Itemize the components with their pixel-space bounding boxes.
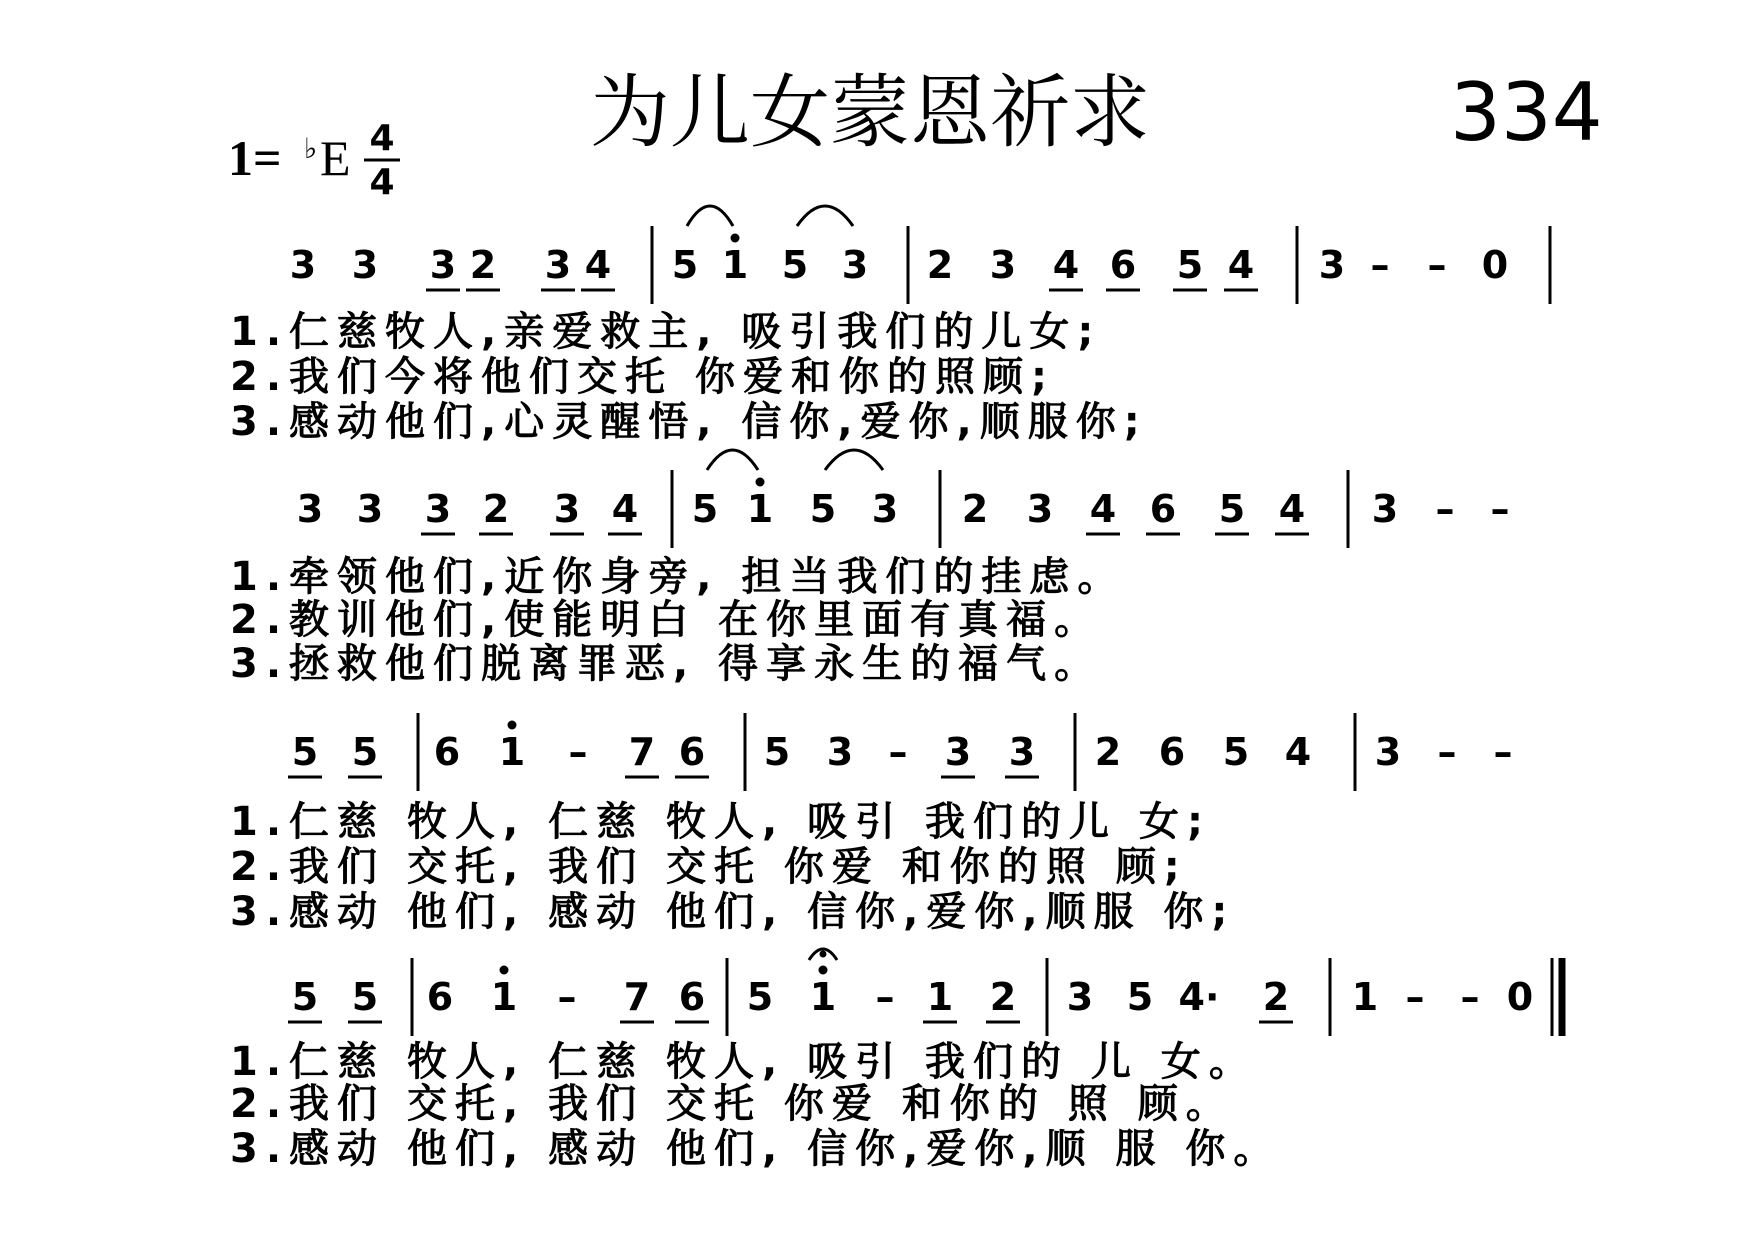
- note: 5: [763, 730, 791, 774]
- note: 4: [584, 243, 612, 287]
- dash-extension: –: [1460, 975, 1480, 1019]
- dash-extension: –: [1370, 243, 1390, 287]
- fermata-dot: [820, 951, 827, 958]
- note: 6: [1149, 487, 1177, 531]
- flat-sign: ♭: [304, 134, 318, 165]
- dash-extension: –: [1437, 730, 1457, 774]
- note: 6: [1109, 243, 1137, 287]
- note: 4: [1227, 243, 1255, 287]
- note: 3: [989, 243, 1017, 287]
- note: 3: [1318, 243, 1346, 287]
- dash-extension: –: [1405, 975, 1425, 1019]
- key-note: E: [320, 130, 351, 186]
- slur: [707, 450, 758, 470]
- note: 5: [1222, 730, 1250, 774]
- note: 3: [424, 487, 452, 531]
- note: 5: [746, 975, 774, 1019]
- key-signature: [228, 130, 351, 186]
- dash-extension: –: [888, 730, 908, 774]
- note: 1: [809, 975, 837, 1019]
- note: 1: [926, 975, 954, 1019]
- note: 4: [1284, 730, 1312, 774]
- note: 3: [544, 243, 572, 287]
- note: 2: [1262, 975, 1290, 1019]
- note: 1: [490, 975, 518, 1019]
- note: 3: [944, 730, 972, 774]
- note: 3: [1371, 487, 1399, 531]
- note: 3: [826, 730, 854, 774]
- dash-extension: –: [557, 975, 577, 1019]
- dash-extension: –: [875, 975, 895, 1019]
- dash-extension: –: [1490, 487, 1510, 531]
- note: 0: [1481, 243, 1509, 287]
- systems: [230, 206, 1562, 1172]
- lyric-line-verse-1: 1.牵领他们,近你身旁, 担当我们的挂虑。: [230, 554, 1126, 600]
- note: 3: [1008, 730, 1036, 774]
- system-2: [230, 450, 1510, 687]
- note: 5: [291, 975, 319, 1019]
- lyric-line-verse-3: 3.感动 他们, 感动 他们, 信你,爱你,顺服 你;: [230, 889, 1236, 935]
- dash-extension: –: [1493, 730, 1513, 774]
- note: 2: [469, 243, 497, 287]
- note: 1: [1351, 975, 1379, 1019]
- lyric-line-verse-2: 2.我们 交托, 我们 交托 你爱 和你的照 顾;: [230, 844, 1188, 890]
- hymn-number: 334: [1450, 66, 1603, 159]
- note: 7: [628, 730, 656, 774]
- key-prefix: 1=: [228, 130, 282, 186]
- note: 5: [781, 243, 809, 287]
- note: 3: [1374, 730, 1402, 774]
- time-signature: [364, 118, 400, 203]
- note: 3: [871, 487, 899, 531]
- note: 4: [1278, 487, 1306, 531]
- lyric-line-verse-1: 1.仁慈 牧人, 仁慈 牧人, 吸引 我们的儿 女;: [230, 799, 1211, 845]
- note: 3: [1066, 975, 1094, 1019]
- octave-dot: [731, 234, 740, 243]
- note: 2: [1094, 730, 1122, 774]
- lyric-line-verse-3: 3.感动他们,心灵醒悟, 信你,爱你,顺服你;: [230, 399, 1148, 445]
- note: 5: [351, 730, 379, 774]
- note: 2: [482, 487, 510, 531]
- note: 5: [1218, 487, 1246, 531]
- octave-dot: [500, 966, 509, 975]
- note: 1: [746, 487, 774, 531]
- note: 6: [678, 730, 706, 774]
- note: 3: [351, 243, 379, 287]
- lyric-line-verse-2: 2.我们今将他们交托 你爱和你的照顾;: [230, 354, 1055, 400]
- note: 3: [429, 243, 457, 287]
- note: 6: [433, 730, 461, 774]
- lyric-line-verse-1: 1.仁慈牧人,亲爱救主, 吸引我们的儿女;: [230, 309, 1102, 355]
- note: 4: [1052, 243, 1080, 287]
- note: 5: [671, 243, 699, 287]
- note: 6: [426, 975, 454, 1019]
- note: 4: [1089, 487, 1117, 531]
- note: 3: [356, 487, 384, 531]
- note: 5: [351, 975, 379, 1019]
- note: 3: [289, 243, 317, 287]
- octave-dot: [508, 721, 517, 730]
- note: 3: [841, 243, 869, 287]
- lyric-line-verse-1: 1.仁慈 牧人, 仁慈 牧人, 吸引 我们的 儿 女。: [230, 1039, 1257, 1085]
- note: 1: [498, 730, 526, 774]
- dash-extension: –: [1427, 243, 1447, 287]
- lyric-line-verse-2: 2.我们 交托, 我们 交托 你爱 和你的 照 顾。: [230, 1081, 1234, 1127]
- octave-dot: [819, 966, 828, 975]
- system-4: [230, 949, 1562, 1172]
- note: 4·: [1178, 975, 1220, 1019]
- note: 5: [1176, 243, 1204, 287]
- system-1: [230, 206, 1550, 445]
- lyric-line-verse-3: 3.感动 他们, 感动 他们, 信你,爱你,顺 服 你。: [230, 1126, 1282, 1172]
- note: 5: [1126, 975, 1154, 1019]
- dash-extension: –: [568, 730, 588, 774]
- note: 5: [291, 730, 319, 774]
- octave-dot: [756, 478, 765, 487]
- note: 3: [1026, 487, 1054, 531]
- note: 5: [809, 487, 837, 531]
- slur: [797, 206, 853, 226]
- dash-extension: –: [1435, 487, 1455, 531]
- note: 2: [961, 487, 989, 531]
- note: 6: [1158, 730, 1186, 774]
- slur: [687, 206, 733, 226]
- note: 5: [691, 487, 719, 531]
- lyric-line-verse-3: 3.拯救他们脱离罪恶, 得享永生的福气。: [230, 641, 1103, 687]
- note: 2: [926, 243, 954, 287]
- note: 3: [553, 487, 581, 531]
- time-numerator: 4: [369, 118, 395, 159]
- note: 0: [1506, 975, 1534, 1019]
- slur: [825, 450, 883, 470]
- lyric-line-verse-2: 2.教训他们,使能明白 在你里面有真福。: [230, 597, 1103, 643]
- hymn-title: 为儿女蒙恩祈求: [590, 66, 1150, 159]
- note: 3: [296, 487, 324, 531]
- note: 7: [623, 975, 651, 1019]
- note: 1: [721, 243, 749, 287]
- note: 2: [989, 975, 1017, 1019]
- system-3: [230, 713, 1513, 935]
- note: 6: [678, 975, 706, 1019]
- note: 4: [611, 487, 639, 531]
- time-denominator: 4: [369, 162, 395, 203]
